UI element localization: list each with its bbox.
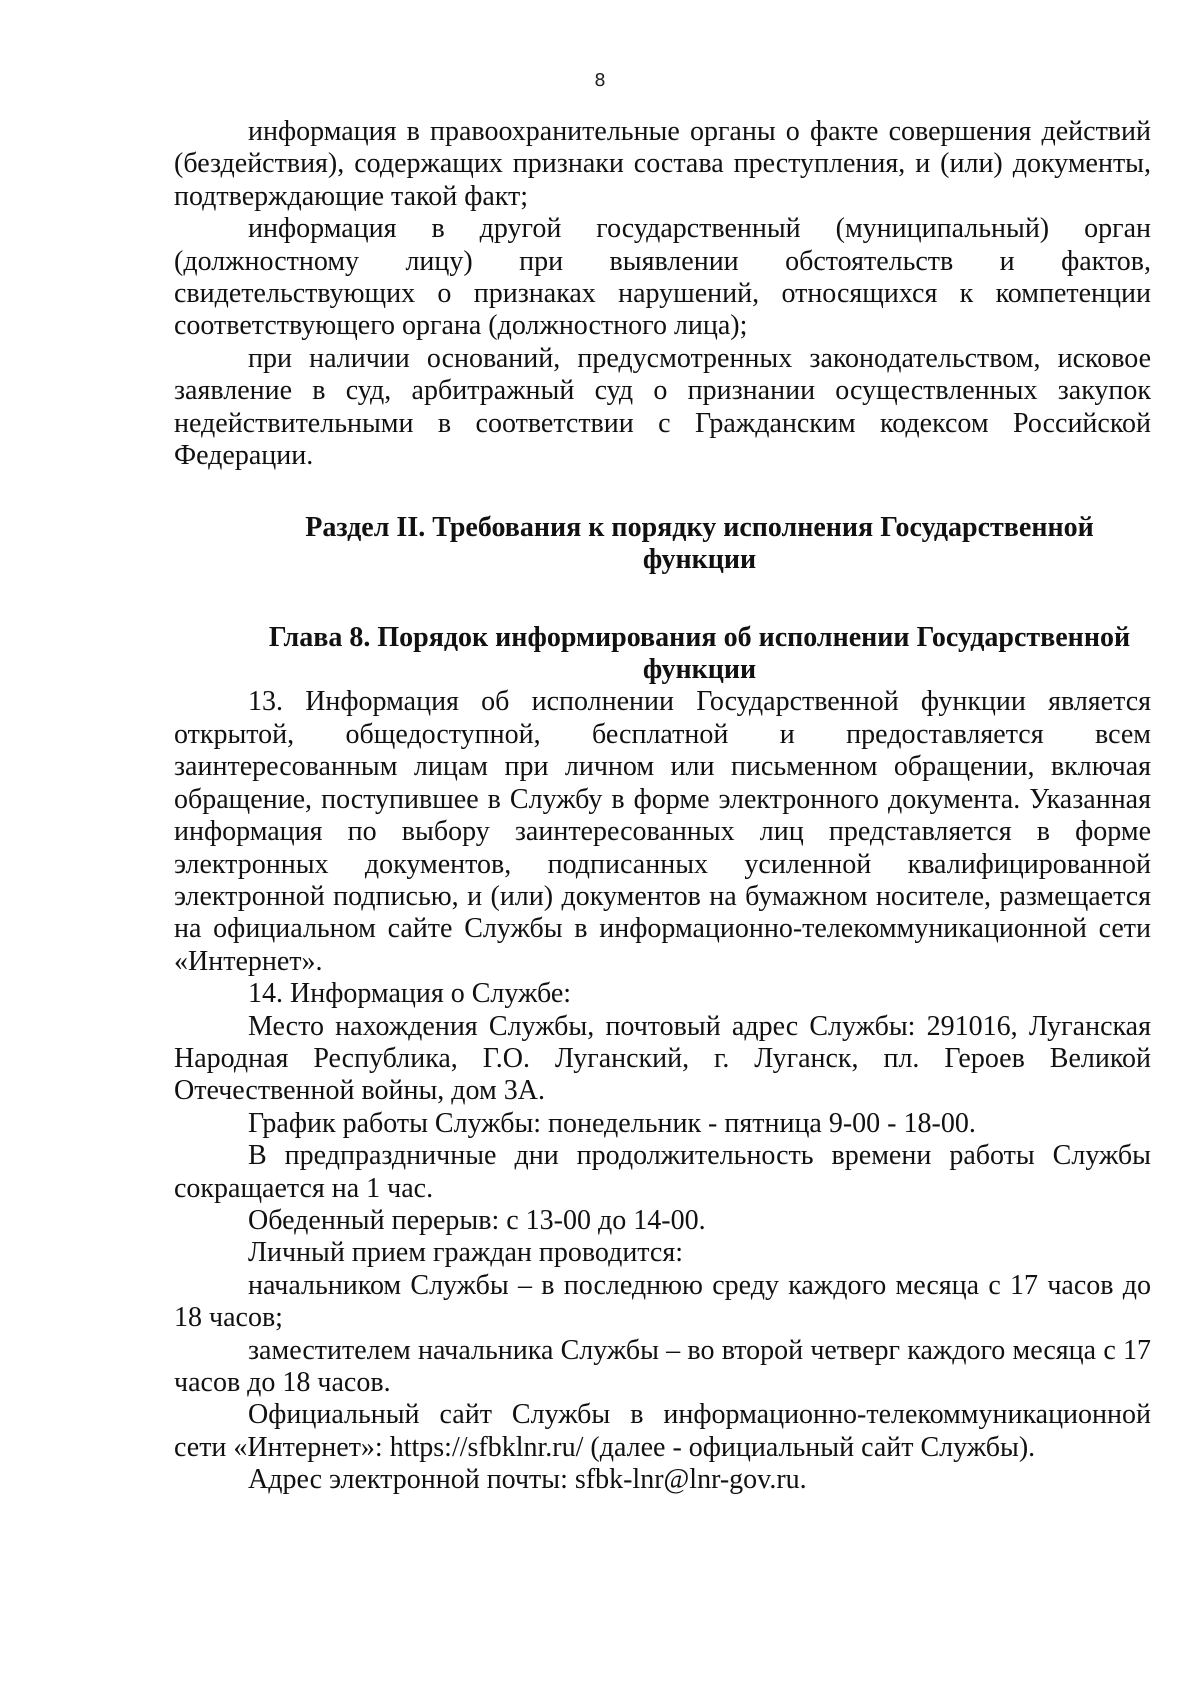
chapter-heading: Глава 8. Порядок информирования об исполнении Государственной функции [268,622,1131,686]
section-heading: Раздел II. Требования к порядку исполнения Государственной функции [305,512,1094,576]
paragraph-email: Адрес электронной почты: sfbk-lnr@lnr-gov.ru. [248,1464,807,1496]
paragraph-court-claim: при наличии оснований, предусмотренных законодательством, исковое заявление в суд, арбитражный суд о признании осуществленных закупок недействительными в соответствии с Гражданским кодексом Российской Федерации. [174,342,1151,472]
page-number: 8 [594,70,606,91]
paragraph-law-enforcement: информация в правоохранительные органы о факте совершения действий (бездействия), содержащих признаки состава преступления, и (или) документы, подтверждающие такой факт; [174,116,1151,212]
paragraph-other-authority: информация в другой государственный (муниципальный) орган (должностному лицу) при выявлении обстоятельств и фактов, свидетельствующих о признаках нарушений, относящихся к компетенции соответствующего органа (должностного лица); [174,213,1151,342]
paragraph-13-information: 13. Информация об исполнении Государственной функции является открытой, общедоступной, бесплатной и предоставляется всем заинтересованным лицам при личном или письменном обращении, включая обращение, поступившее в Службу в форме электронного документа. Указанная информация по выбору заинтересованных лиц представляется в форме электронных документов, подписанных усиленной квалифицированной электронной подписью, и (или) документов на бумажном носителе, размещается на официальном сайте Службы в информационно-телекоммуникационной сети «Интернет». [174,686,1151,977]
paragraph-official-website: Официальный сайт Службы в информационно-телекоммуникационной сети «Интернет»: https://sfbklnr.ru/ (далее - официальный сайт Службы). [174,1399,1151,1463]
document-body [174,116,1151,1497]
paragraph-work-schedule: График работы Службы: понедельник - пятница 9-00 - 18-00. [248,1107,976,1139]
paragraph-address: Место нахождения Службы, почтовый адрес Службы: 291016, Луганская Народная Республика, Г.О. Луганский, г. Луганск, пл. Героев Великой Отечественной войны, дом 3А. [174,1010,1151,1107]
paragraph-personal-reception: Личный прием граждан проводится: [248,1237,683,1269]
paragraph-holiday-hours: В предпраздничные дни продолжительность времени работы Службы сокращается на 1 час. [174,1140,1151,1204]
paragraph-head-reception: начальником Службы – в последнюю среду каждого месяца с 17 часов до 18 часов; [174,1269,1151,1334]
paragraph-deputy-reception: заместителем начальника Службы – во второй четверг каждого месяца с 17 часов до 18 часов. [174,1334,1151,1398]
paragraph-14-service-info: 14. Информация о Службе: [248,978,572,1010]
paragraph-lunch-break: Обеденный перерыв: с 13-00 до 14-00. [248,1204,706,1236]
